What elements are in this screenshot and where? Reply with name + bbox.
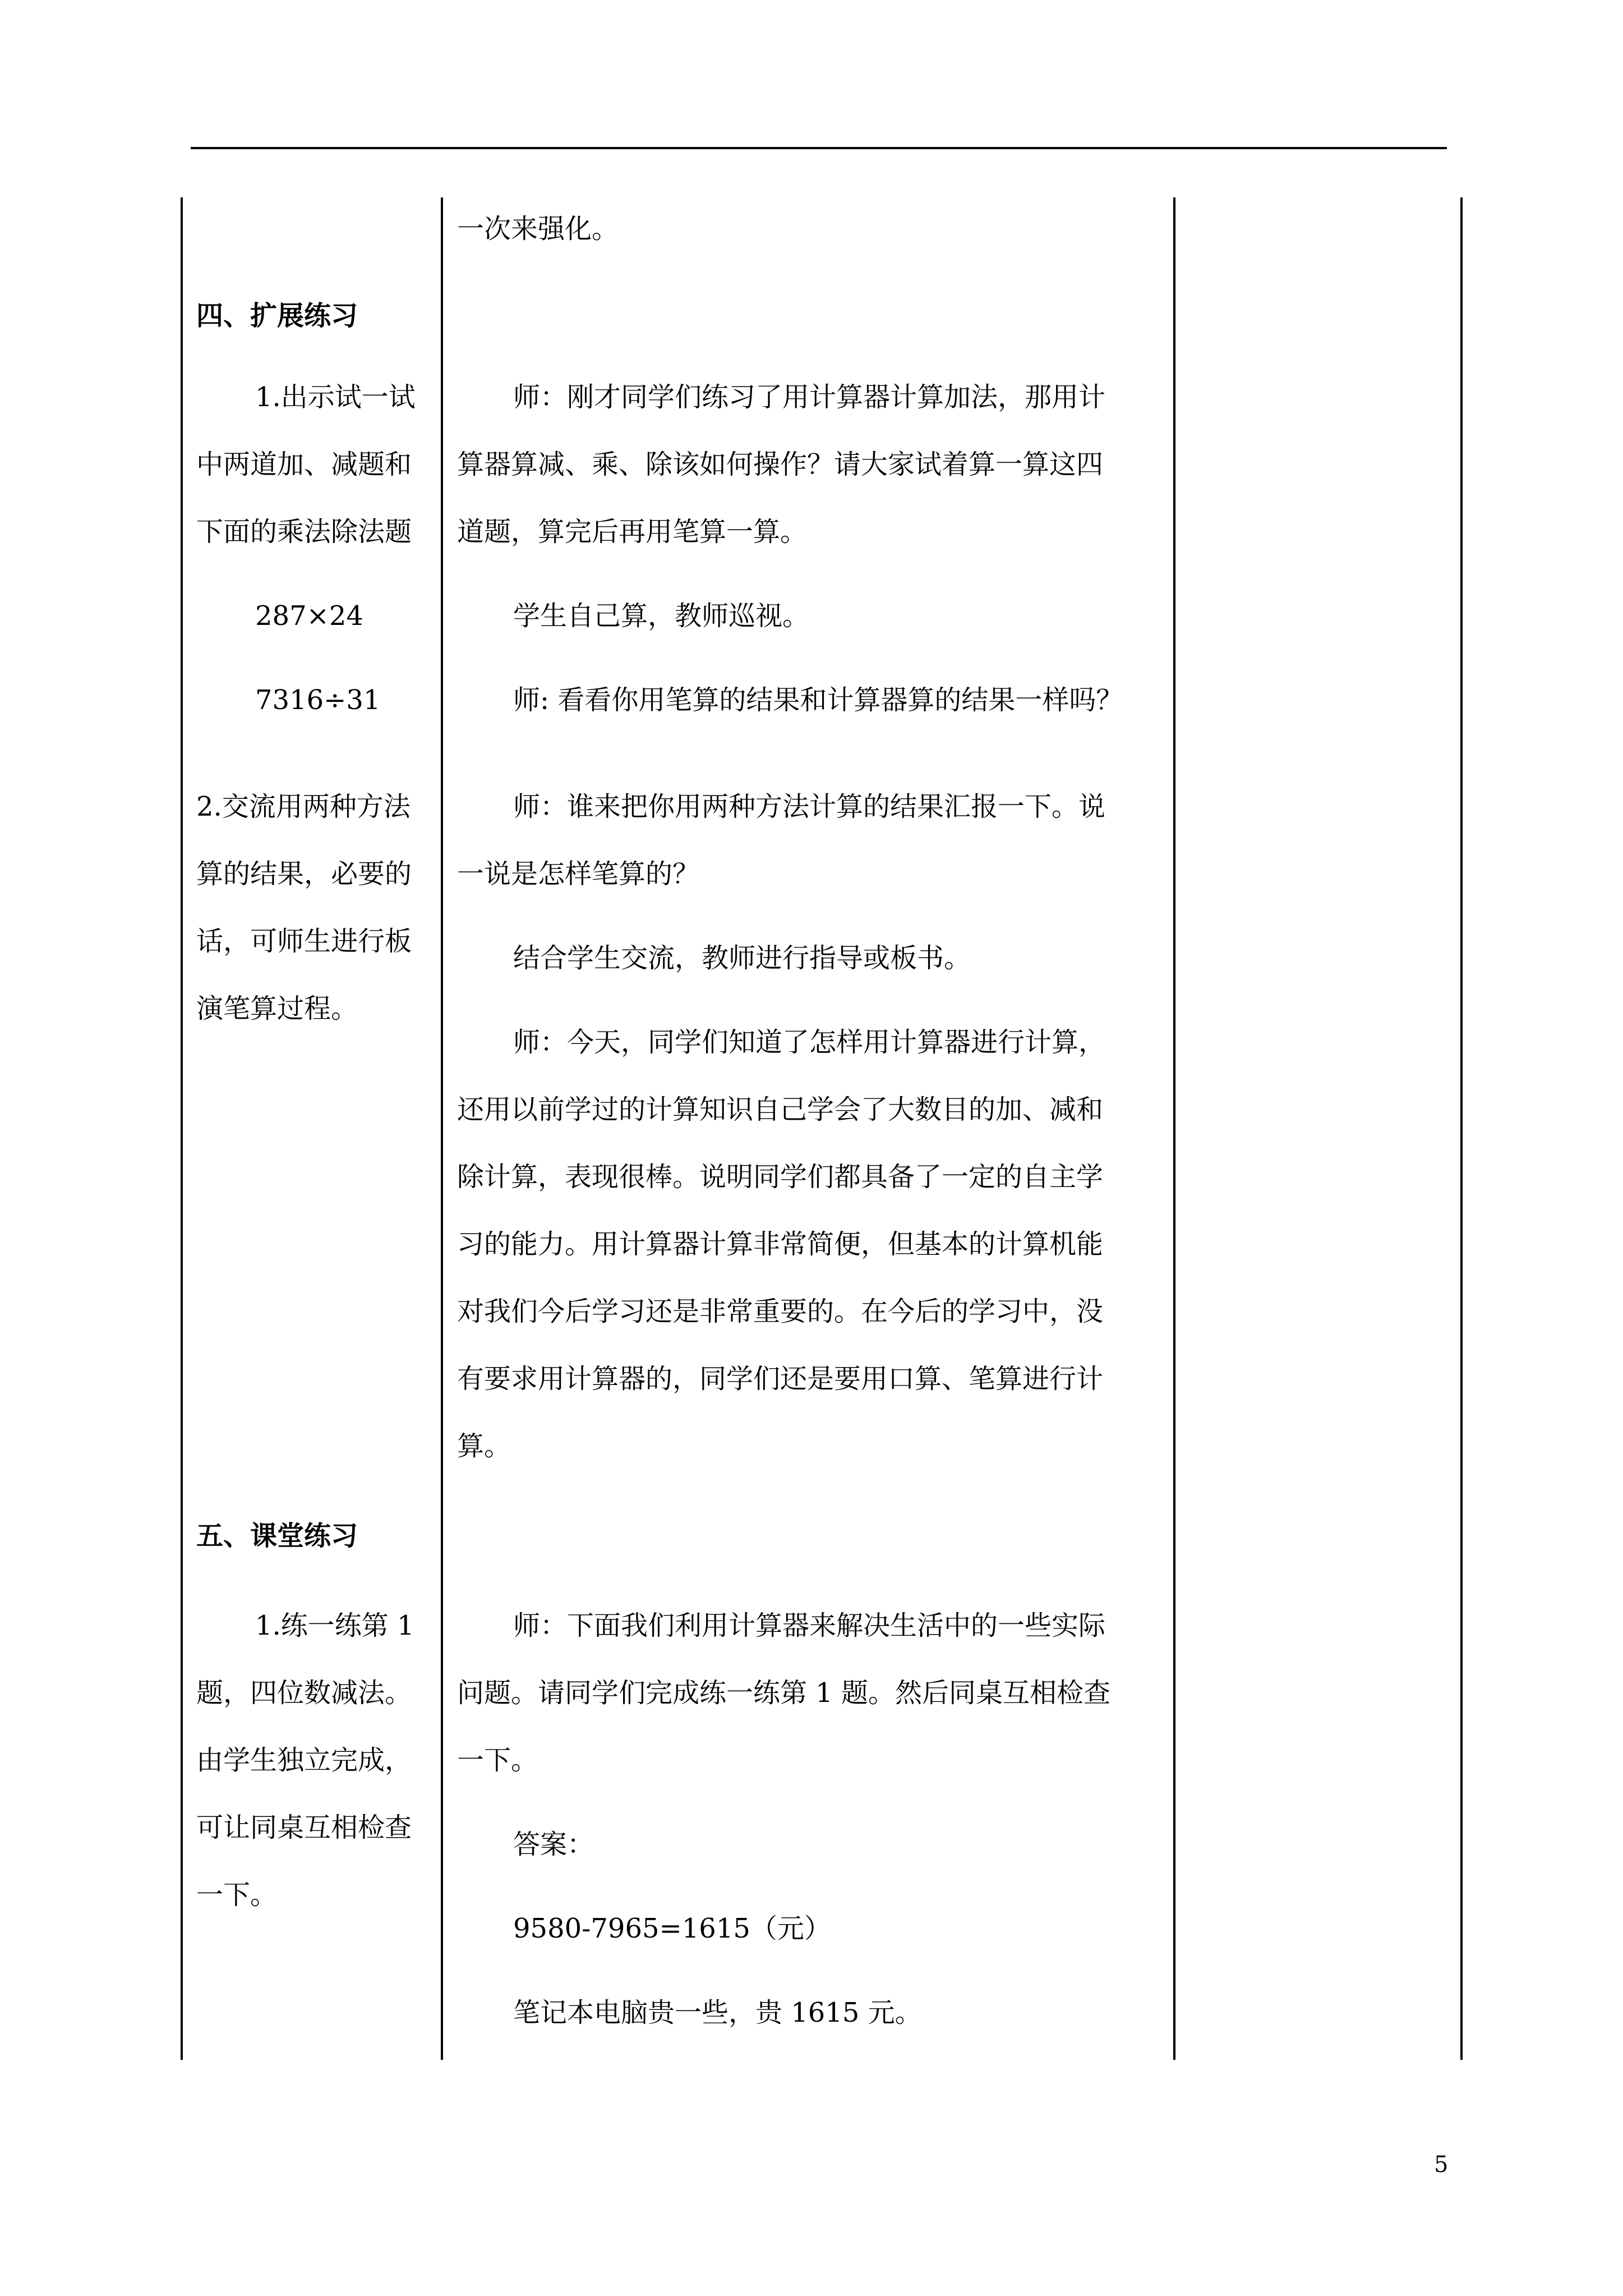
body-line: 9580-7965=1615（元） [513, 1913, 831, 1944]
s4-item2-line: 演笔算过程。 [196, 993, 358, 1024]
table-divider-2 [1173, 197, 1175, 2060]
section-heading-5: 五、课堂练习 [196, 1520, 358, 1552]
body-line: 一说是怎样笔算的？ [457, 858, 700, 890]
table-border-right [1460, 197, 1463, 2060]
body-line: 除计算，表现很棒。说明同学们都具备了一定的自主学 [457, 1161, 1104, 1193]
body-line: 师：刚才同学们练习了用计算器计算加法，那用计 [513, 381, 1106, 413]
s5-item1-line: 1.练一练第 1 [255, 1610, 414, 1641]
body-line: 师：谁来把你用两种方法计算的结果汇报一下。说 [513, 791, 1106, 822]
header-rule [191, 147, 1447, 149]
s4-item2-line: 算的结果，必要的 [196, 858, 412, 890]
s4-item1-line: 1.出示试一试 [255, 381, 416, 413]
body-line: 学生自己算，教师巡视。 [513, 600, 810, 632]
s4-item2-line: 话，可师生进行板 [196, 926, 412, 957]
body-line: 有要求用计算器的，同学们还是要用口算、笔算进行计 [457, 1363, 1104, 1395]
body-line: 算。 [457, 1430, 511, 1462]
body-line: 师：今天，同学们知道了怎样用计算器进行计算， [513, 1027, 1106, 1058]
body-line: 结合学生交流，教师进行指导或板书。 [513, 942, 971, 974]
s4-item1-line: 中两道加、减题和 [196, 449, 412, 480]
s4-expression: 287×24 [255, 600, 363, 632]
s5-item1-line: 可让同桌互相检查 [196, 1812, 412, 1843]
body-line: 对我们今后学习还是非常重要的。在今后的学习中，没 [457, 1296, 1104, 1327]
body-line: 答案： [513, 1829, 594, 1860]
body-line: 一次来强化。 [457, 213, 619, 245]
body-line: 一下。 [457, 1745, 538, 1776]
body-line: 师：下面我们利用计算器来解决生活中的一些实际 [513, 1610, 1106, 1641]
s5-item1-line: 由学生独立完成， [196, 1745, 412, 1776]
s5-item1-line: 一下。 [196, 1879, 278, 1911]
s5-item1-line: 题，四位数减法。 [196, 1677, 412, 1709]
page-number: 5 [1434, 2152, 1449, 2178]
s4-item2-line: 2.交流用两种方法 [196, 791, 411, 822]
table-border-left [181, 197, 183, 2060]
body-line: 习的能力。用计算器计算非常简便，但基本的计算机能 [457, 1228, 1104, 1260]
s4-expression: 7316÷31 [255, 684, 381, 716]
s4-item1-line: 下面的乘法除法题 [196, 516, 412, 547]
table-divider-1 [441, 197, 443, 2060]
body-line: 道题，算完后再用笔算一算。 [457, 516, 808, 547]
body-line: 师: 看看你用笔算的结果和计算器算的结果一样吗？ [513, 684, 1123, 716]
body-line: 问题。请同学们完成练一练第 1 题。然后同桌互相检查 [457, 1677, 1111, 1709]
body-line: 还用以前学过的计算知识自己学会了大数目的加、减和 [457, 1094, 1104, 1125]
body-line: 算器算减、乘、除该如何操作？请大家试着算一算这四 [457, 449, 1104, 480]
body-line: 笔记本电脑贵一些，贵 1615 元。 [513, 1997, 922, 2028]
section-heading-4: 四、扩展练习 [196, 300, 358, 332]
